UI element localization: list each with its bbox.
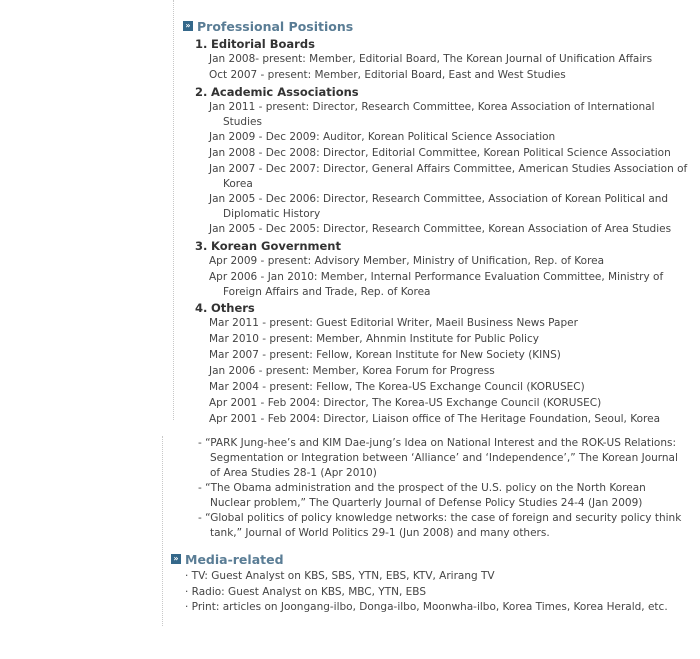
section-label: Editorial Boards [211,37,315,51]
double-chevron-right-icon: » [171,554,181,564]
media-item: · TV: Guest Analyst on KBS, SBS, YTN, EBS, KTV, Arirang TV [185,570,495,582]
position-entry: Jan 2007 - Dec 2007: Director, General Affairs Committee, American Studies Association of Korea [209,163,688,190]
position-entry: Mar 2007 - present: Fellow, Korean Institute for New Society (KINS) [209,349,561,361]
heading-text: Professional Positions [197,18,354,34]
media-item: · Print: articles on Joongang-ilbo, Donga-ilbo, Moonwha-ilbo, Korea Times, Korea Herald, etc. [185,601,668,613]
position-entry: Jan 2011 - present: Director, Research Committee, Korea Association of International Studies [209,101,655,128]
section-title [195,36,688,52]
section-title [195,84,688,100]
professional-positions-heading [183,16,688,36]
publication-entry: - “Global politics of policy knowledge networks: the case of foreign and security policy think tank,” Journal of World Politics 29-1 (Jun 2008) and many others. [198,512,682,539]
professional-positions-panel [183,16,688,428]
section-label: Academic Associations [211,85,359,99]
publications-list [162,436,682,541]
publications-panel [162,436,682,541]
position-entry: Mar 2010 - present: Member, Ahnmin Institute for Public Policy [209,333,539,345]
media-panel [171,549,691,616]
position-entry: Jan 2005 - Dec 2005: Director, Research Committee, Korean Association of Area Studies [209,223,672,235]
double-chevron-right-icon: » [183,21,193,31]
publication-entry: - “PARK Jung-hee’s and KIM Dae-jung’s Idea on National Interest and the ROK-US Relations: Segmentation or Integration between ‘Alliance’ and ‘Independence’,” The Korean Journal of Area Studies 28-1 (Apr 2010) [198,437,678,479]
section-number: 2. [195,85,208,99]
position-entry: Jan 2008- present: Member, Editorial Board, The Korean Journal of Unification Affairs [209,53,653,65]
position-entry: Oct 2007 - present: Member, Editorial Board, East and West Studies [209,69,566,81]
media-item: · Radio: Guest Analyst on KBS, MBC, YTN, EBS [185,585,426,598]
media-list [171,569,691,616]
section-number: 4. [195,301,208,315]
position-entry: Apr 2001 - Feb 2004: Director, Liaison office of The Heritage Foundation, Seoul, Korea [209,413,660,425]
position-entry: Apr 2001 - Feb 2004: Director, The Korea-US Exchange Council (KORUSEC) [209,397,602,409]
position-entry: Mar 2004 - present: Fellow, The Korea-US Exchange Council (KORUSEC) [209,381,585,393]
section-title [195,238,688,254]
section-number: 1. [195,37,208,51]
media-heading [171,549,691,569]
section-label: Korean Government [211,239,341,253]
position-entry: Jan 2009 - Dec 2009: Auditor, Korean Political Science Association [209,131,556,143]
position-entry: Jan 2005 - Dec 2006: Director, Research Committee, Association of Korean Political and Diplomatic History [209,193,669,220]
position-entry: Apr 2009 - present: Advisory Member, Ministry of Unification, Rep. of Korea [209,255,605,267]
publication-entry: - “The Obama administration and the prospect of the U.S. policy on the North Korean Nuclear problem,” The Quarterly Journal of Defense Policy Studies 24-4 (Jan 2009) [198,482,646,509]
section-title [195,300,688,316]
position-entry: Apr 2006 - Jan 2010: Member, Internal Performance Evaluation Committee, Ministry of Foreign Affairs and Trade, Rep. of Korea [209,271,664,298]
section-label: Others [211,301,255,315]
position-entry: Jan 2006 - present: Member, Korea Forum for Progress [209,365,495,377]
divider-top [173,0,174,420]
sections-list [183,36,688,428]
position-entry: Mar 2011 - present: Guest Editorial Writer, Maeil Business News Paper [209,317,578,329]
position-entry: Jan 2008 - Dec 2008: Director, Editorial Committee, Korean Political Science Association [209,147,671,159]
section-number: 3. [195,239,208,253]
heading-text: Media-related [185,551,284,567]
